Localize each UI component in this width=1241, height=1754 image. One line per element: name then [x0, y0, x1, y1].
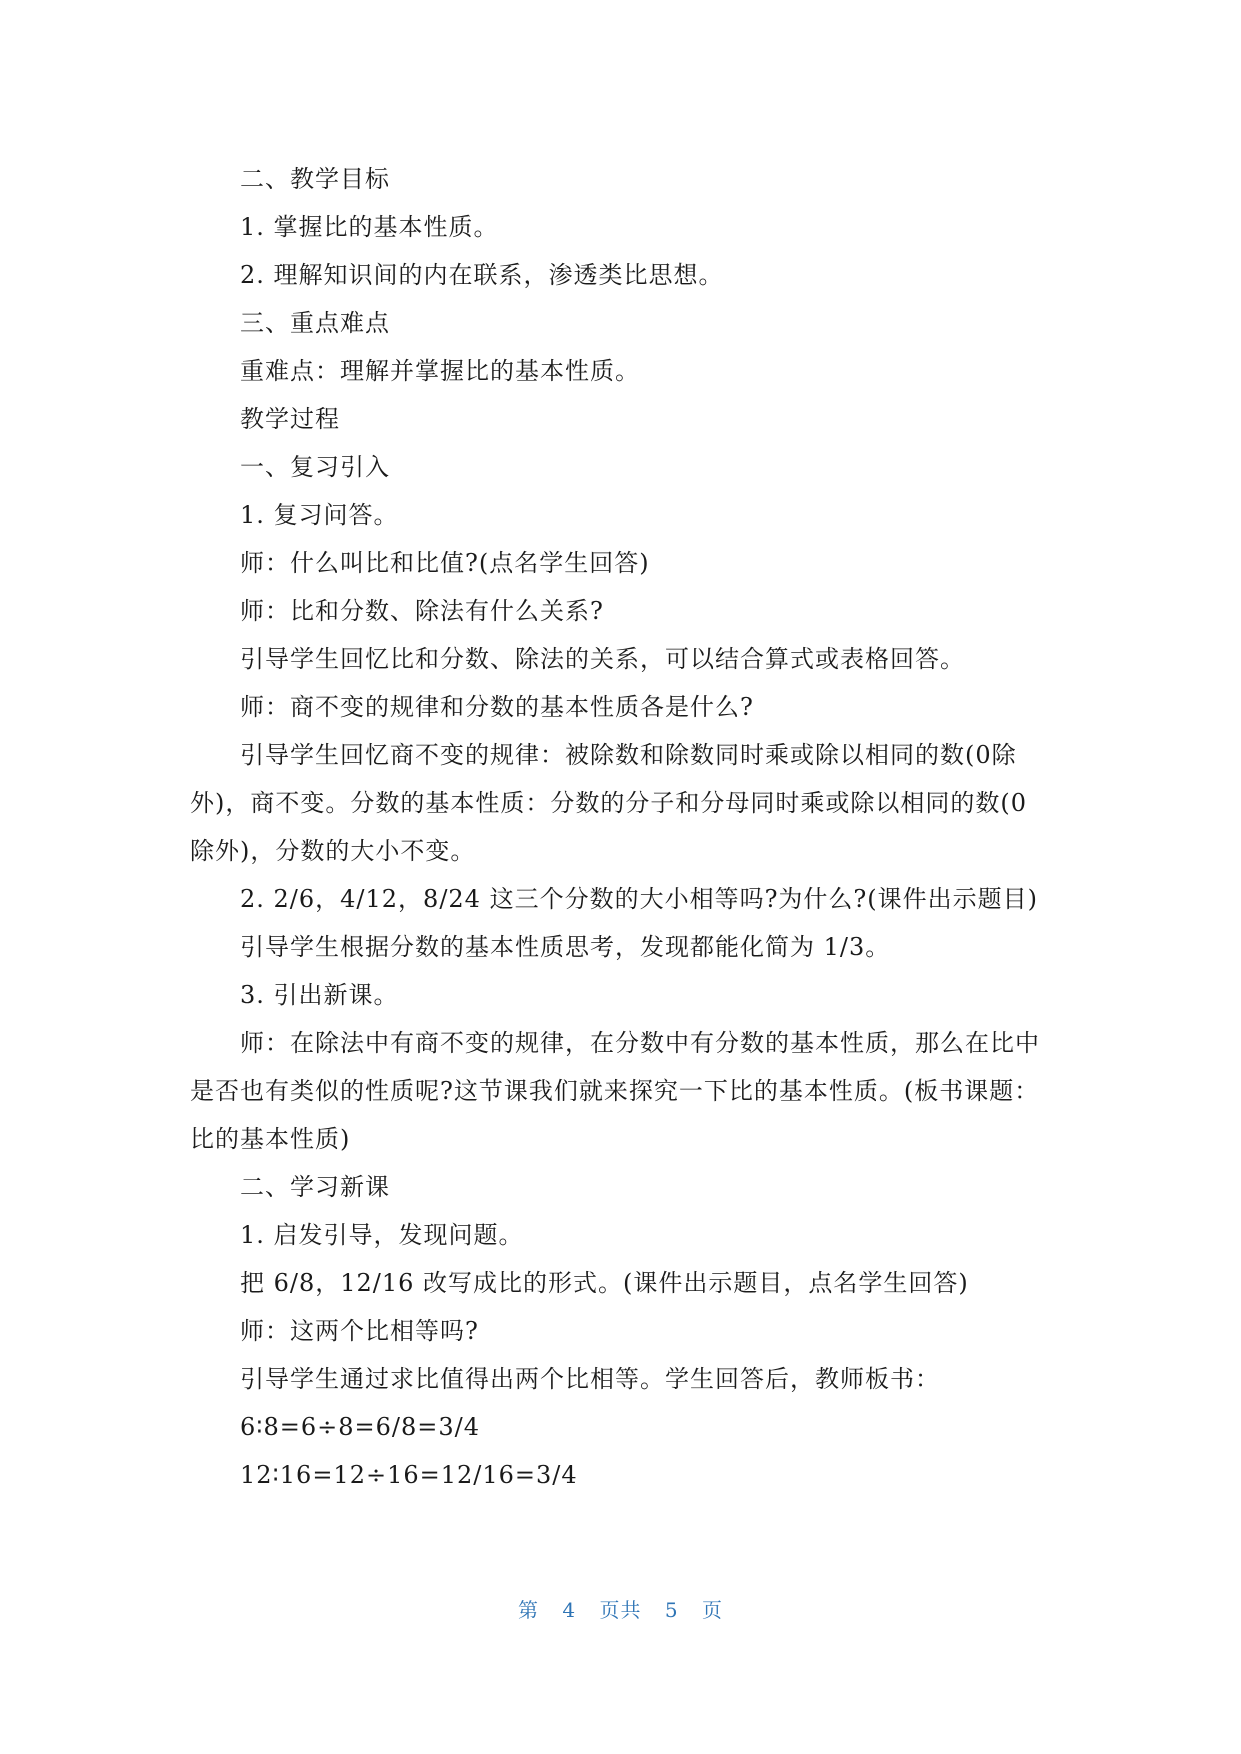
footer-total-pages: 5 [664, 1598, 679, 1622]
section-heading-process: 教学过程 [240, 405, 340, 433]
guidance-paragraph-4: 引导学生通过求比值得出两个比相等。学生回答后，教师板书： [240, 1365, 940, 1393]
exercise-text: 把 6/8，12/16 改写成比的形式。(课件出示题目，点名学生回答) [240, 1269, 969, 1297]
document-body [190, 155, 1050, 1499]
teacher-question-3: 师：商不变的规律和分数的基本性质各是什么? [240, 693, 754, 721]
new-lesson-step-1: 1. 启发引导，发现问题。 [240, 1221, 524, 1249]
teacher-question-1: 师：什么叫比和比值?(点名学生回答) [240, 549, 650, 577]
board-equation-1: 6∶8=6÷8=6/8=3/4 [240, 1413, 481, 1441]
guidance-paragraph-1: 引导学生回忆比和分数、除法的关系，可以结合算式或表格回答。 [240, 645, 965, 673]
review-step-1: 1. 复习问答。 [240, 501, 399, 529]
teacher-intro-paragraph: 师：在除法中有商不变的规律，在分数中有分数的基本性质，那么在比中是否也有类似的性质呢?这节课我们就来探究一下比的基本性质。(板书课题：比的基本性质) [190, 1029, 1040, 1153]
teacher-question-2: 师：比和分数、除法有什么关系? [240, 597, 604, 625]
goal-item-2: 2. 理解知识间的内在联系，渗透类比思想。 [240, 261, 724, 289]
footer-prefix: 第 [518, 1598, 540, 1622]
footer-suffix: 页 [701, 1598, 723, 1622]
guidance-paragraph-2: 引导学生回忆商不变的规律：被除数和除数同时乘或除以相同的数(0除外)，商不变。分数的基本性质：分数的分子和分母同时乘或除以相同的数(0除外)，分数的大小不变。 [190, 741, 1027, 865]
review-step-2: 2. 2/6，4/12，8/24 这三个分数的大小相等吗?为什么?(课件出示题目) [240, 885, 1039, 913]
footer-current-page: 4 [562, 1598, 577, 1622]
subsection-heading-new-lesson: 二、学习新课 [240, 1173, 390, 1201]
keypoint-text: 重难点：理解并掌握比的基本性质。 [240, 357, 640, 385]
section-heading-goals: 二、教学目标 [240, 165, 390, 193]
review-step-3: 3. 引出新课。 [240, 981, 399, 1009]
board-equation-2: 12∶16=12÷16=12/16=3/4 [240, 1461, 578, 1489]
teacher-question-4: 师：这两个比相等吗? [240, 1317, 479, 1345]
page-footer [0, 1594, 1241, 1623]
guidance-paragraph-3: 引导学生根据分数的基本性质思考，发现都能化简为 1/3。 [240, 933, 891, 961]
footer-middle: 页共 [599, 1598, 642, 1622]
goal-item-1: 1. 掌握比的基本性质。 [240, 213, 499, 241]
section-heading-keypoints: 三、重点难点 [240, 309, 390, 337]
subsection-heading-review: 一、复习引入 [240, 453, 390, 481]
